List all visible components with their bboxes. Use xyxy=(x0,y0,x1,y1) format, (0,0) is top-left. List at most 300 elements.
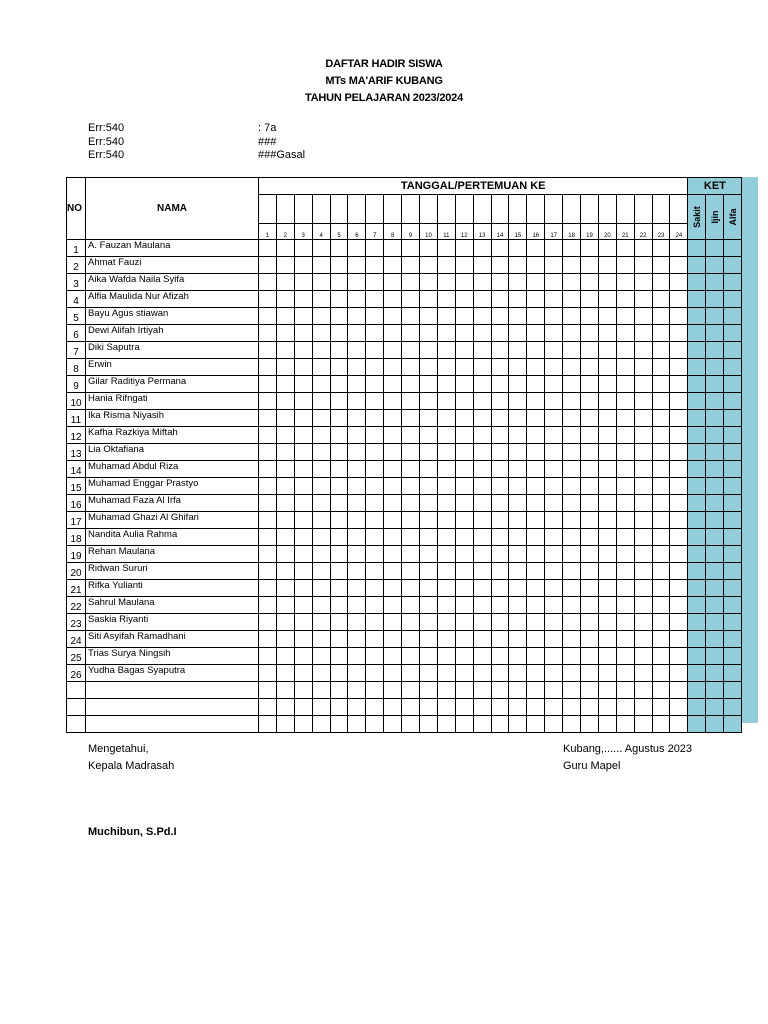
attendance-cell xyxy=(491,597,509,614)
student-number: 3 xyxy=(67,274,86,291)
attendance-cell xyxy=(581,529,599,546)
attendance-cell xyxy=(473,580,491,597)
ket-cell xyxy=(724,393,742,410)
attendance-cell xyxy=(437,614,455,631)
attendance-cell xyxy=(598,716,616,733)
attendance-cell xyxy=(259,529,277,546)
attendance-cell xyxy=(473,342,491,359)
attendance-cell xyxy=(330,682,348,699)
meeting-number: 5 xyxy=(330,224,348,240)
attendance-cell xyxy=(545,257,563,274)
attendance-cell xyxy=(437,512,455,529)
ket-cell xyxy=(706,444,724,461)
attendance-cell xyxy=(312,427,330,444)
attendance-cell xyxy=(634,682,652,699)
attendance-cell xyxy=(598,291,616,308)
ket-cell xyxy=(706,376,724,393)
attendance-cell xyxy=(402,359,420,376)
attendance-cell xyxy=(330,240,348,257)
attendance-cell xyxy=(455,376,473,393)
attendance-cell xyxy=(455,665,473,682)
attendance-cell xyxy=(348,461,366,478)
attendance-cell xyxy=(652,427,670,444)
ket-cell xyxy=(706,529,724,546)
attendance-cell xyxy=(420,546,438,563)
attendance-cell xyxy=(563,427,581,444)
attendance-cell xyxy=(598,240,616,257)
attendance-cell xyxy=(402,342,420,359)
table-row xyxy=(67,291,742,308)
attendance-cell xyxy=(384,376,402,393)
attendance-cell xyxy=(652,393,670,410)
ket-column-label: Sakit xyxy=(691,206,702,228)
attendance-cell xyxy=(402,410,420,427)
attendance-cell xyxy=(437,580,455,597)
attendance-cell xyxy=(276,461,294,478)
attendance-cell xyxy=(402,444,420,461)
attendance-cell xyxy=(402,240,420,257)
attendance-cell xyxy=(455,716,473,733)
attendance-cell xyxy=(437,665,455,682)
attendance-cell xyxy=(402,716,420,733)
attendance-cell xyxy=(616,410,634,427)
attendance-cell xyxy=(330,716,348,733)
attendance-cell xyxy=(634,461,652,478)
table-row xyxy=(67,631,742,648)
attendance-cell xyxy=(545,495,563,512)
attendance-cell xyxy=(294,308,312,325)
attendance-cell xyxy=(455,325,473,342)
attendance-cell xyxy=(616,699,634,716)
table-row xyxy=(67,648,742,665)
attendance-cell xyxy=(384,648,402,665)
attendance-cell xyxy=(545,546,563,563)
attendance-cell xyxy=(312,274,330,291)
attendance-cell xyxy=(509,410,527,427)
table-row xyxy=(67,512,742,529)
ket-cell xyxy=(724,359,742,376)
attendance-cell xyxy=(366,274,384,291)
attendance-cell xyxy=(509,512,527,529)
student-name: Rehan Maulana xyxy=(86,546,259,563)
ket-cell xyxy=(688,597,706,614)
attendance-cell xyxy=(509,665,527,682)
attendance-cell xyxy=(527,478,545,495)
attendance-cell xyxy=(420,478,438,495)
attendance-cell xyxy=(437,648,455,665)
attendance-cell xyxy=(259,563,277,580)
attendance-cell xyxy=(294,359,312,376)
attendance-cell xyxy=(491,495,509,512)
student-number: 25 xyxy=(67,648,86,665)
ket-cell xyxy=(706,308,724,325)
meeting-number: 13 xyxy=(473,224,491,240)
attendance-cell xyxy=(455,342,473,359)
attendance-cell xyxy=(670,614,688,631)
meeting-number: 1 xyxy=(259,224,277,240)
attendance-cell xyxy=(259,648,277,665)
info-value: : 7a xyxy=(258,122,277,134)
table-row xyxy=(67,461,742,478)
attendance-cell xyxy=(402,257,420,274)
attendance-cell xyxy=(598,495,616,512)
attendance-cell xyxy=(473,563,491,580)
attendance-cell xyxy=(545,580,563,597)
attendance-cell xyxy=(581,580,599,597)
attendance-cell xyxy=(527,342,545,359)
meeting-number: 15 xyxy=(509,224,527,240)
attendance-cell xyxy=(259,495,277,512)
attendance-cell xyxy=(455,274,473,291)
attendance-cell xyxy=(384,529,402,546)
attendance-cell xyxy=(616,546,634,563)
attendance-cell xyxy=(563,291,581,308)
attendance-cell xyxy=(670,665,688,682)
attendance-cell xyxy=(259,699,277,716)
attendance-cell xyxy=(545,308,563,325)
attendance-cell xyxy=(491,461,509,478)
attendance-cell xyxy=(527,529,545,546)
attendance-cell xyxy=(366,563,384,580)
ket-cell xyxy=(688,274,706,291)
principal-label: Kepala Madrasah xyxy=(88,760,175,772)
student-number: 24 xyxy=(67,631,86,648)
ket-cell xyxy=(706,495,724,512)
teacher-label: Guru Mapel xyxy=(563,760,621,772)
student-number: 22 xyxy=(67,597,86,614)
attendance-cell xyxy=(366,308,384,325)
attendance-cell xyxy=(581,291,599,308)
attendance-cell xyxy=(420,529,438,546)
attendance-cell xyxy=(276,648,294,665)
attendance-cell xyxy=(312,546,330,563)
attendance-cell xyxy=(581,393,599,410)
attendance-cell xyxy=(598,478,616,495)
ket-cell xyxy=(706,648,724,665)
attendance-cell xyxy=(581,274,599,291)
attendance-cell xyxy=(294,478,312,495)
attendance-cell xyxy=(509,529,527,546)
attendance-cell xyxy=(437,529,455,546)
ket-cell xyxy=(706,716,724,733)
attendance-cell xyxy=(348,665,366,682)
attendance-cell xyxy=(366,359,384,376)
attendance-cell xyxy=(616,325,634,342)
attendance-cell xyxy=(294,444,312,461)
attendance-cell xyxy=(670,546,688,563)
attendance-cell xyxy=(473,648,491,665)
attendance-cell xyxy=(545,699,563,716)
attendance-cell xyxy=(527,444,545,461)
attendance-cell xyxy=(366,427,384,444)
student-number: 12 xyxy=(67,427,86,444)
attendance-cell xyxy=(598,257,616,274)
attendance-cell xyxy=(581,597,599,614)
attendance-cell xyxy=(420,342,438,359)
ket-column-label: Ijin xyxy=(709,210,720,224)
attendance-cell xyxy=(634,699,652,716)
attendance-cell xyxy=(616,631,634,648)
attendance-cell xyxy=(330,512,348,529)
attendance-cell xyxy=(437,393,455,410)
attendance-cell xyxy=(527,597,545,614)
attendance-cell xyxy=(545,682,563,699)
ket-column-label: Alfa xyxy=(727,208,738,226)
attendance-cell xyxy=(437,631,455,648)
student-number: 15 xyxy=(67,478,86,495)
attendance-cell xyxy=(259,614,277,631)
attendance-cell xyxy=(616,257,634,274)
attendance-cell xyxy=(437,699,455,716)
attendance-cell xyxy=(473,393,491,410)
attendance-cell xyxy=(527,699,545,716)
attendance-cell xyxy=(420,308,438,325)
attendance-cell xyxy=(652,631,670,648)
attendance-cell xyxy=(384,512,402,529)
attendance-cell xyxy=(384,682,402,699)
school-name: MTs MA'ARIF KUBANG xyxy=(325,75,443,87)
attendance-cell xyxy=(384,444,402,461)
attendance-cell xyxy=(312,665,330,682)
attendance-cell xyxy=(366,478,384,495)
attendance-cell xyxy=(670,342,688,359)
attendance-cell xyxy=(473,257,491,274)
student-number: 7 xyxy=(67,342,86,359)
attendance-cell xyxy=(437,478,455,495)
attendance-cell xyxy=(455,461,473,478)
attendance-cell xyxy=(330,274,348,291)
attendance-cell xyxy=(634,427,652,444)
meeting-date-cell xyxy=(509,195,527,224)
attendance-cell xyxy=(330,597,348,614)
attendance-cell xyxy=(366,444,384,461)
attendance-cell xyxy=(402,291,420,308)
attendance-cell xyxy=(312,342,330,359)
attendance-cell xyxy=(402,376,420,393)
attendance-cell xyxy=(545,716,563,733)
attendance-cell xyxy=(652,682,670,699)
attendance-cell xyxy=(527,291,545,308)
attendance-cell xyxy=(420,444,438,461)
student-name xyxy=(86,716,259,733)
attendance-cell xyxy=(437,308,455,325)
ket-cell xyxy=(688,376,706,393)
attendance-cell xyxy=(527,410,545,427)
attendance-cell xyxy=(634,444,652,461)
table-row xyxy=(67,376,742,393)
attendance-cell xyxy=(348,529,366,546)
attendance-cell xyxy=(312,308,330,325)
table-row xyxy=(67,529,742,546)
ket-cell xyxy=(724,495,742,512)
student-number: 23 xyxy=(67,614,86,631)
ket-cell xyxy=(688,529,706,546)
attendance-cell xyxy=(384,393,402,410)
attendance-cell xyxy=(420,665,438,682)
attendance-cell xyxy=(312,716,330,733)
attendance-cell xyxy=(598,648,616,665)
attendance-cell xyxy=(527,461,545,478)
attendance-cell xyxy=(455,478,473,495)
attendance-cell xyxy=(437,359,455,376)
attendance-cell xyxy=(276,546,294,563)
attendance-cell xyxy=(366,461,384,478)
attendance-cell xyxy=(563,495,581,512)
attendance-cell xyxy=(259,325,277,342)
attendance-cell xyxy=(563,325,581,342)
attendance-cell xyxy=(348,648,366,665)
ket-cell xyxy=(688,444,706,461)
meeting-number: 21 xyxy=(616,224,634,240)
info-label: Err:540 xyxy=(88,149,125,161)
attendance-cell xyxy=(366,648,384,665)
ket-column-header xyxy=(688,195,706,240)
attendance-cell xyxy=(259,631,277,648)
attendance-cell xyxy=(652,342,670,359)
attendance-cell xyxy=(509,325,527,342)
attendance-cell xyxy=(545,665,563,682)
attendance-cell xyxy=(563,682,581,699)
attendance-cell xyxy=(616,240,634,257)
attendance-cell xyxy=(581,631,599,648)
meeting-number: 9 xyxy=(402,224,420,240)
attendance-cell xyxy=(473,478,491,495)
ket-cell xyxy=(724,631,742,648)
attendance-cell xyxy=(455,614,473,631)
student-number: 1 xyxy=(67,240,86,257)
ket-cell xyxy=(688,563,706,580)
table-row xyxy=(67,308,742,325)
attendance-cell xyxy=(652,648,670,665)
ket-cell xyxy=(688,291,706,308)
attendance-cell xyxy=(652,359,670,376)
attendance-cell xyxy=(437,257,455,274)
attendance-cell xyxy=(491,682,509,699)
tanggal-header: TANGGAL/PERTEMUAN KE xyxy=(259,178,688,195)
student-name: Erwin xyxy=(86,359,259,376)
attendance-cell xyxy=(563,410,581,427)
ket-cell xyxy=(688,461,706,478)
attendance-cell xyxy=(330,291,348,308)
attendance-cell xyxy=(581,546,599,563)
attendance-cell xyxy=(312,512,330,529)
ket-cell xyxy=(706,257,724,274)
ket-cell xyxy=(706,682,724,699)
attendance-cell xyxy=(634,342,652,359)
attendance-cell xyxy=(455,359,473,376)
attendance-cell xyxy=(598,614,616,631)
info-value: ### xyxy=(258,135,277,148)
attendance-cell xyxy=(563,376,581,393)
meeting-date-cell xyxy=(670,195,688,224)
attendance-cell xyxy=(545,563,563,580)
student-number: 9 xyxy=(67,376,86,393)
meeting-date-cell xyxy=(259,195,277,224)
attendance-cell xyxy=(545,410,563,427)
attendance-cell xyxy=(384,495,402,512)
attendance-cell xyxy=(545,478,563,495)
attendance-cell xyxy=(348,393,366,410)
ket-cell xyxy=(706,478,724,495)
attendance-cell xyxy=(437,427,455,444)
attendance-cell xyxy=(455,563,473,580)
table-row xyxy=(67,342,742,359)
attendance-cell xyxy=(402,512,420,529)
attendance-cell xyxy=(509,563,527,580)
attendance-cell xyxy=(312,529,330,546)
attendance-cell xyxy=(616,444,634,461)
attendance-cell xyxy=(473,682,491,699)
student-name: Saskia Riyanti xyxy=(86,614,259,631)
ket-cell xyxy=(688,478,706,495)
attendance-cell xyxy=(420,512,438,529)
attendance-cell xyxy=(259,308,277,325)
meeting-date-cell xyxy=(384,195,402,224)
attendance-cell xyxy=(366,257,384,274)
attendance-cell xyxy=(598,580,616,597)
meeting-number: 16 xyxy=(527,224,545,240)
attendance-cell xyxy=(366,393,384,410)
attendance-cell xyxy=(348,444,366,461)
student-name: Aika Wafda Naila Syifa xyxy=(86,274,259,291)
table-row xyxy=(67,257,742,274)
attendance-cell xyxy=(616,665,634,682)
attendance-cell xyxy=(634,308,652,325)
attendance-cell xyxy=(581,648,599,665)
attendance-cell xyxy=(330,461,348,478)
meeting-number: 18 xyxy=(563,224,581,240)
meeting-number: 11 xyxy=(437,224,455,240)
attendance-cell xyxy=(473,410,491,427)
meeting-date-cell xyxy=(563,195,581,224)
attendance-cell xyxy=(384,546,402,563)
attendance-cell xyxy=(652,699,670,716)
ket-cell xyxy=(706,359,724,376)
ket-cell xyxy=(724,478,742,495)
attendance-cell xyxy=(348,495,366,512)
ket-cell xyxy=(706,665,724,682)
student-number: 6 xyxy=(67,325,86,342)
attendance-cell xyxy=(312,359,330,376)
attendance-cell xyxy=(491,665,509,682)
attendance-cell xyxy=(384,597,402,614)
meeting-date-cell xyxy=(652,195,670,224)
attendance-cell xyxy=(670,563,688,580)
attendance-cell xyxy=(616,342,634,359)
attendance-cell xyxy=(330,427,348,444)
student-name: Muhamad Ghazi Al Ghifari xyxy=(86,512,259,529)
attendance-cell xyxy=(545,376,563,393)
student-name: Lia Oktafiana xyxy=(86,444,259,461)
attendance-cell xyxy=(312,257,330,274)
attendance-cell xyxy=(384,563,402,580)
attendance-cell xyxy=(420,631,438,648)
student-number: 18 xyxy=(67,529,86,546)
attendance-cell xyxy=(545,631,563,648)
attendance-cell xyxy=(348,274,366,291)
attendance-cell xyxy=(527,274,545,291)
attendance-cell xyxy=(259,359,277,376)
attendance-cell xyxy=(581,614,599,631)
attendance-cell xyxy=(437,325,455,342)
attendance-cell xyxy=(455,427,473,444)
attendance-cell xyxy=(581,359,599,376)
attendance-cell xyxy=(509,291,527,308)
meeting-number: 20 xyxy=(598,224,616,240)
attendance-cell xyxy=(294,427,312,444)
attendance-cell xyxy=(563,257,581,274)
ket-cell xyxy=(724,716,742,733)
